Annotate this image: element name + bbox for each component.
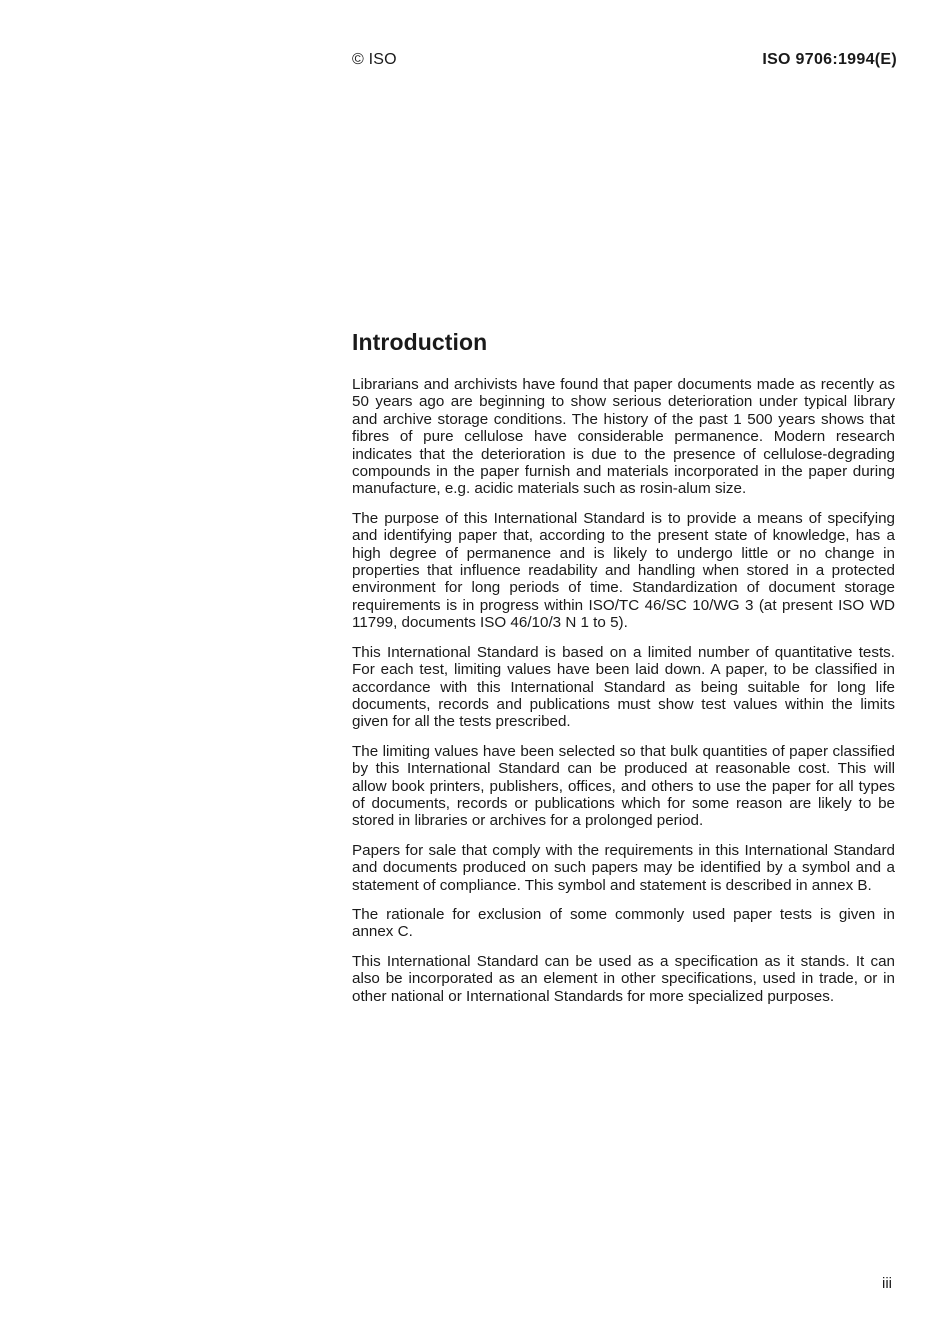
introduction-body [352, 376, 895, 1017]
paragraph-specification-use: This International Standard can be used as a specification as it stands. It can also be incorporated as an element in other specifications, used in trade, or in other national or International Standards for more specialized purposes. [352, 952, 895, 1005]
paragraph-deterioration: Librarians and archivists have found that paper documents made as recently as 50 years ago are beginning to show serious deterioration under typical library and archive storage conditions. The history of the past 1 500 years shows that fibres of pure cellulose have considerable permanence. Modern research indicates that the deterioration is due to the presence of cellulose-degrading compounds in the paper furnish and materials incorporated in the paper during manufacture, e.g. acidic materials such as rosin-alum size. [352, 376, 895, 498]
page-number: iii [882, 1275, 892, 1292]
paragraph-purpose: The purpose of this International Standard is to provide a means of specifying and identifying paper that, according to the present state of knowledge, has a high degree of permanence and is likely to undergo little or no change in properties that influence readability and handling when stored in a protected environment for long periods of time. Standardization of document storage requirements is in progress within ISO/TC 46/SC 10/WG 3 (at present ISO WD 11799, documents ISO 46/10/3 N 1 to 5). [352, 509, 895, 632]
paragraph-limiting-values: The limiting values have been selected so that bulk quantities of paper classified by this International Standard can be produced at reasonable cost. This will allow book printers, publishers, offices, and others to use the paper for all types of documents, records or publications which for some reason are likely to be stored in libraries or archives for a prolonged period. [352, 742, 895, 830]
copyright-notice: © ISO [352, 51, 397, 68]
paragraph-rationale: The rationale for exclusion of some commonly used paper tests is given in annex C. [352, 905, 895, 941]
paragraph-compliance-symbol: Papers for sale that comply with the requirements in this International Standard and documents produced on such papers may be identified by a symbol and a statement of compliance. This symbol and statement is described in annex B. [352, 841, 895, 894]
paragraph-tests: This International Standard is based on a limited number of quantitative tests. For each test, limiting values have been laid down. A paper, to be classified in accordance with this International Standard as being suitable for long life documents, records and publications must show test values within the limits given for all the tests prescribed. [352, 643, 895, 731]
standard-identifier: ISO 9706:1994(E) [762, 51, 897, 68]
section-title: Introduction [352, 329, 488, 355]
